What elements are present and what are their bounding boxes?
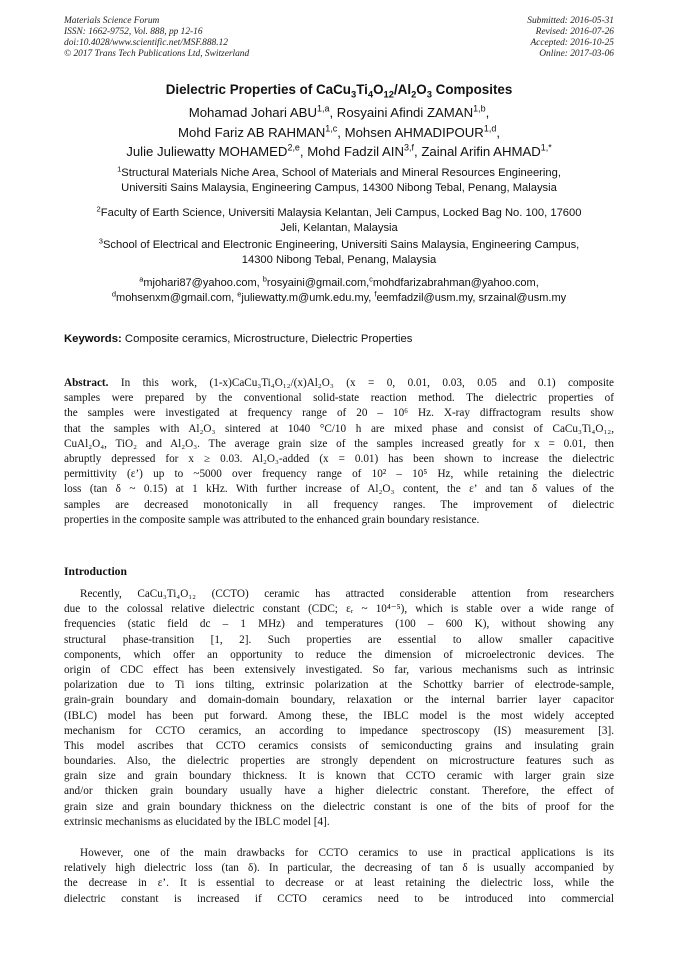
author-line: Mohd Fariz AB RAHMAN$^{1,c}$, Mohsen AHMADIPOUR$^{1,d}$,	[178, 123, 500, 140]
abstract-line: properties in the composite sample was attributed to the enhanced grain boundary resistance.	[64, 513, 480, 526]
copyright-text: © 2017 Trans Tech Publications Ltd, Switzerland	[64, 49, 250, 59]
paragraph-line: components, which offer an opportunity to reduce the dimension of microelectronic devices. The	[64, 648, 614, 661]
accepted-date: Accepted: 2016-10-25	[530, 38, 614, 48]
paragraph-line: structural phase-transition [1, 2]. Such properties are essential to allow smaller capacitive	[64, 633, 614, 646]
paragraph-line: frequencies (static field dc – 1 MHz) and temperatures (100 – 600 K), without showing any	[64, 618, 614, 631]
submitted-date: Submitted: 2016-05-31	[527, 16, 614, 26]
author-name: Mohd Fadzil AIN	[307, 144, 404, 159]
author-emails: $^a$mjohari87@yahoo.com, $^b$rosyaini@gmail.com,$^c$mohdfarizabrahman@yahoo.com, $^d$mohsenxm@gmail.com, $^e$juliewatty.m@umk.edu.my, $^f$eemfadzil@usm.my, srzainal@usm.my	[111, 274, 567, 304]
online-date: Online: 2017-03-06	[539, 49, 614, 59]
abstract-line: CuAl₂O₄, TiO₂ and Al₂O₃. The average grain size of the samples increased greatly for x = 0.01, then	[64, 437, 614, 450]
keywords	[64, 333, 624, 345]
section-heading-introduction: Introduction	[64, 565, 127, 578]
paragraph-line: polarization due to Ti ions tilting, extrinsic polarization at the Schottky barrier of electrode-sample,	[64, 679, 614, 692]
paragraph-line: Recently, CaCu₃Ti₄O₁₂ (CCTO) ceramic has attracted considerable attention from researchers	[80, 588, 614, 600]
abstract-line: samples are decreased monotonically in all frequency ranges. The improvement of dielectric	[64, 498, 614, 511]
paragraph-line: grain size and grain boundary thickness. It is known that CCTO ceramic with larger grain size	[64, 770, 614, 783]
email-link[interactable]: rosyaini@gmail.com,	[266, 277, 370, 289]
affiliation-2: $^2$Faculty of Earth Science, Universiti Malaysia Kelantan, Jeli Campus, Locked Bag No. 100, 17600 Jeli, Kelantan, Malaysia	[96, 204, 582, 234]
paragraph-line: grain-grain boundary and domain-domain boundary, relaxation or the internal barrier layer capacitor	[64, 694, 614, 707]
author-name: Zainal Arifin AHMAD	[421, 144, 541, 159]
abstract-line: loss (tan δ ~ 0.15) at 1 kHz. With further increase of Al₂O₃ content, the ε’ and tan δ values of the	[64, 483, 614, 496]
email-link[interactable]: mjohari87@yahoo.com,	[143, 277, 263, 289]
journal-issn: ISSN: 1662-9752, Vol. 888, pp 12-16	[64, 27, 203, 37]
paragraph-line: dielectric constant is increased if CCTO ceramics need to be introduced into commercial	[64, 892, 614, 905]
email-link[interactable]: juliewatty.m@umk.edu.my,	[241, 292, 375, 304]
doi-text: doi:10.4028/www.scientific.net/MSF.888.12	[64, 38, 228, 48]
author-name: Mohd Fariz AB RAHMAN	[178, 124, 326, 140]
abstract-line: Abstract. In this work, (1-x)CaCu₃Ti₄O₁₂/(x)Al₂O₃ (x = 0, 0.01, 0.03, 0.05 and 0.1) composite	[64, 377, 614, 389]
abstract-line: samples were prepared by the conventional solid-state reaction method. The dielectric properties of	[64, 392, 614, 405]
paragraph-line: However, one of the main drawbacks for CCTO ceramics to use in practical applications is its	[80, 847, 614, 859]
email-link[interactable]: mohsenxm@gmail.com,	[116, 292, 238, 304]
paragraph-line: (IBLC) model has been put forward. Among these, the IBLC model is the most widely accepted	[64, 709, 614, 722]
abstract-line: the samples were investigated at frequency range of 20 – 10⁶ Hz. X-ray diffractogram results show	[64, 407, 614, 420]
journal-header-left	[64, 16, 249, 60]
affiliation-3: $^3$School of Electrical and Electronic Engineering, Universiti Sains Malaysia, Engineering Campus, 14300 Nibong Tebal, Penang, Malaysia	[98, 236, 580, 266]
journal-name: Materials Science Forum	[64, 16, 160, 26]
author-line: Mohamad Johari ABU$^{1,a}$, Rosyaini Afindi ZAMAN$^{1,b}$,	[188, 103, 490, 120]
paragraph-line: origin of CDC effect has been extensively investigated. So far, various mechanisms such as intrinsic	[64, 663, 614, 676]
affiliation-1: $^1$Structural Materials Niche Area, School of Materials and Mineral Resources Engineering, Universiti Sains Malaysia, Engineering Campus, 14300 Nibong Tebal, Penang, Malaysia	[117, 164, 561, 194]
paragraph-line: and/or thicken grain boundary usually have a higher dielectric constant. Therefore, the effect of	[64, 785, 614, 798]
journal-header-right	[527, 16, 614, 60]
email-link[interactable]: srzainal@usm.my	[478, 292, 567, 304]
paragraph-line: boundaries. Also, the dielectric properties are strongly dependent on microstructure features such as	[64, 755, 614, 768]
introduction-paragraph-2	[64, 846, 614, 907]
paragraph-line: mechanism for CCTO ceramics, an according to impedance spectroscopy (IS) measurement [3].	[64, 724, 614, 737]
abstract-label: Abstract.	[64, 377, 109, 389]
author-name: Mohsen AHMADIPOUR	[344, 124, 484, 140]
abstract-line: permittivity (ε’) up to ~5000 over frequency range of 10² – 10⁵ Hz, while retaining the dielectric	[64, 468, 614, 481]
abstract-line: abruptly depressed for x ≥ 0.03. Al₂O₃-added (x = 0.01) has been shown to increase the dielectric	[64, 452, 614, 465]
abstract-line: that the samples with Al₂O₃ sintered at 1040 °C/10 h are mixed phase and consist of CaCu₃Ti₄O₁₂,	[64, 422, 614, 435]
author-name: Mohamad Johari ABU	[188, 105, 317, 120]
paragraph-line: relatively high dielectric loss (tan δ). In particular, the decreasing of tan δ is usually accompanied by	[64, 862, 614, 875]
paper-title: Dielectric Properties of $CaCu_3Ti_4O_{12}/Al_2O_3$ Composites	[165, 82, 513, 100]
paragraph-line: This model ascribes that CCTO ceramics consists of semiconducting grains and insulating grain	[64, 739, 614, 752]
paragraph-line: grain size and grain boundary thickness on the dielectric constant is one of the bits of proof for the	[64, 800, 614, 813]
author-name: Julie Juliewatty MOHAMED	[126, 144, 288, 159]
keywords-text: Composite ceramics, Microstructure, Dielectric Properties	[121, 333, 413, 345]
abstract	[64, 376, 614, 528]
introduction-paragraph-1	[64, 587, 614, 830]
email-link[interactable]: mohdfarizabrahman@yahoo.com,	[372, 277, 539, 289]
paragraph-line: due to the colossal relative dielectric constant (CDC; εᵣ ~ 10⁴⁻⁵), which is stable over a wide range of	[64, 603, 614, 616]
revised-date: Revised: 2016-07-26	[535, 27, 614, 37]
author-list	[40, 103, 638, 162]
paragraph-line: extrinsic mechanisms as elucidated by the IBLC model [4].	[64, 815, 330, 828]
author-line: Julie Juliewatty MOHAMED$^{2,e}$, Mohd Fadzil AIN$^{3,f}$, Zainal Arifin $AHMAD^{1,*}$	[126, 142, 552, 159]
email-link[interactable]: eemfadzil@usm.my,	[376, 292, 479, 304]
author-name: Rosyaini Afindi ZAMAN	[336, 105, 474, 120]
keywords-label: Keywords:	[64, 333, 122, 345]
paragraph-line: the decrease in ε’. It is essential to decrease or at least retaining the dielectric loss, while the	[64, 877, 614, 890]
